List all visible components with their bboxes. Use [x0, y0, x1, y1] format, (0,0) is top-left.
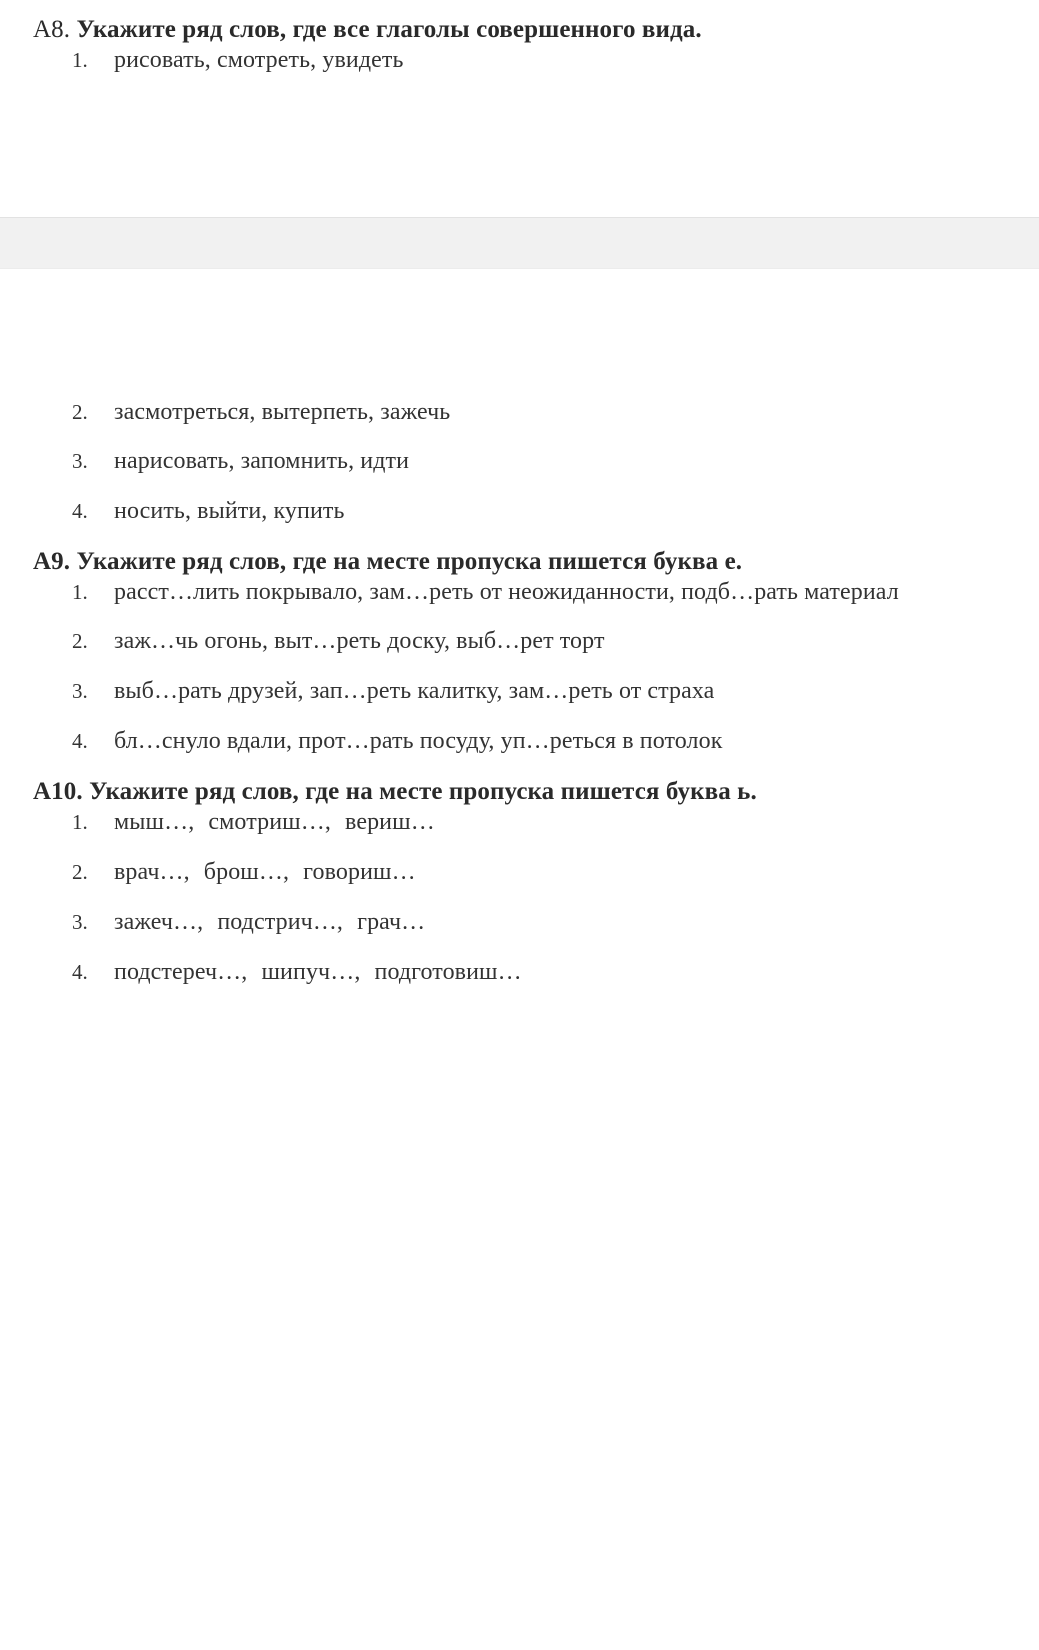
question-a8-text: Укажите ряд слов, где все глаголы совершенного вида.	[76, 16, 702, 43]
option-text: рисовать, смотреть, увидеть	[114, 47, 404, 73]
a9-option-1	[72, 579, 899, 606]
option-text: заж…чь огонь, выт…реть доску, выб…рет торт	[114, 628, 605, 654]
question-a9-number: А9.	[33, 548, 71, 575]
a10-option-1	[72, 809, 435, 836]
question-a8-title	[33, 16, 702, 44]
option-text: зажеч…, подстрич…, грач…	[114, 909, 426, 935]
option-number: 3.	[72, 449, 88, 473]
option-text: выб…рать друзей, зап…реть калитку, зам…реть от страха	[114, 678, 715, 704]
a8-option-4	[72, 498, 345, 525]
option-number: 3.	[72, 679, 88, 703]
option-text: расст…лить покрывало, зам…реть от неожиданности, подб…рать материал	[114, 579, 899, 605]
question-a10-number: А10.	[33, 778, 83, 805]
a8-option-1	[72, 47, 404, 74]
option-number: 1.	[72, 48, 88, 72]
option-number: 4.	[72, 960, 88, 984]
option-number: 1.	[72, 810, 88, 834]
option-text: засмотреться, вытерпеть, зажечь	[114, 399, 451, 425]
page-separator	[0, 217, 1039, 269]
option-text: мыш…, смотриш…, вериш…	[114, 809, 435, 835]
option-number: 2.	[72, 860, 88, 884]
option-text: врач…, брош…, говориш…	[114, 859, 416, 885]
a8-option-3	[72, 448, 409, 475]
option-text: подстереч…, шипуч…, подготовиш…	[114, 959, 522, 985]
option-number: 4.	[72, 499, 88, 523]
question-a10-title	[33, 778, 757, 806]
option-number: 2.	[72, 629, 88, 653]
option-text: нарисовать, запомнить, идти	[114, 448, 410, 474]
a9-option-3	[72, 678, 714, 705]
a10-option-4	[72, 959, 522, 986]
a8-option-2	[72, 399, 450, 426]
question-a9-title	[33, 548, 742, 576]
option-number: 1.	[72, 580, 88, 604]
question-a9-text: Укажите ряд слов, где на месте пропуска пишется буква е.	[76, 548, 743, 575]
option-number: 4.	[72, 729, 88, 753]
a10-option-2	[72, 859, 416, 886]
option-text: бл…снуло вдали, прот…рать посуду, уп…реться в потолок	[114, 728, 723, 754]
a9-option-2	[72, 628, 605, 655]
option-number: 3.	[72, 910, 88, 934]
option-text: носить, выйти, купить	[114, 498, 345, 524]
a9-option-4	[72, 728, 722, 755]
question-a10-text: Укажите ряд слов, где на месте пропуска пишется буква ь.	[89, 778, 757, 805]
option-number: 2.	[72, 400, 88, 424]
question-a8-number: А8.	[33, 16, 71, 43]
a10-option-3	[72, 909, 425, 936]
